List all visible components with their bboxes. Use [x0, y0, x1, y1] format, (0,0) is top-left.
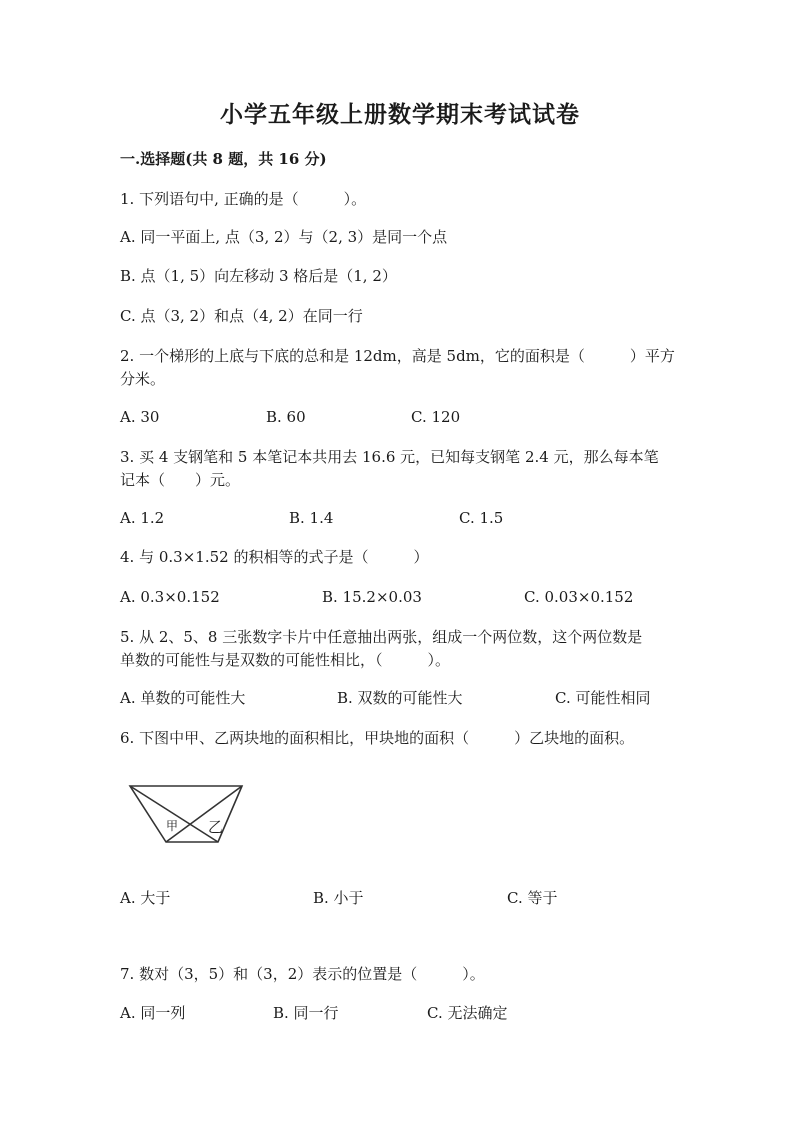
question-7-stem: 7. 数对（3，5）和（3，2）表示的位置是（ ）。 — [120, 965, 485, 983]
question-4-option-c[interactable]: C. 0.03×0.152 — [524, 588, 634, 606]
question-4-option-a[interactable]: A. 0.3×0.152 — [120, 588, 220, 606]
question-2-option-a[interactable]: A. 30 — [120, 408, 160, 426]
question-3-stem-line-1: 3. 买 4 支钢笔和 5 本笔记本共用去 16.6 元，已知每支钢笔 2.4 元，那么每本笔 — [120, 448, 659, 466]
question-6-stem: 6. 下图中甲、乙两块地的面积相比，甲块地的面积（ ）乙块地的面积。 — [120, 729, 635, 747]
question-7-option-c[interactable]: C. 无法确定 — [427, 1004, 508, 1022]
trapezoid-outline — [130, 786, 242, 842]
question-2-option-b[interactable]: B. 60 — [266, 408, 306, 426]
question-5-option-c[interactable]: C. 可能性相同 — [555, 689, 651, 707]
question-3-option-a[interactable]: A. 1.2 — [120, 509, 165, 527]
question-1-option-a[interactable]: A. 同一平面上, 点（3, 2）与（2, 3）是同一个点 — [120, 228, 448, 246]
exam-title: 小学五年级上册数学期末考试试卷 — [220, 101, 580, 128]
question-6-option-a[interactable]: A. 大于 — [120, 889, 171, 907]
question-7-option-b[interactable]: B. 同一行 — [273, 1004, 339, 1022]
question-2-option-c[interactable]: C. 120 — [411, 408, 461, 426]
section-heading: 一.选择题(共 8 题，共 16 分) — [120, 150, 327, 168]
question-3-stem-line-2: 记本（ ）元。 — [120, 471, 241, 489]
question-4-stem: 4. 与 0.3×1.52 的积相等的式子是（ ） — [120, 548, 429, 566]
question-7-option-a[interactable]: A. 同一列 — [120, 1004, 186, 1022]
question-6-option-c[interactable]: C. 等于 — [507, 889, 558, 907]
question-5-option-b[interactable]: B. 双数的可能性大 — [337, 689, 463, 707]
question-2-stem-line-1: 2. 一个梯形的上底与下底的总和是 12dm，高是 5dm，它的面积是（ ）平方 — [120, 347, 675, 365]
question-1-option-b[interactable]: B. 点（1, 5）向左移动 3 格后是（1, 2） — [120, 267, 397, 285]
question-1-stem: 1. 下列语句中, 正确的是（ ）。 — [120, 190, 367, 208]
label-jia: 甲 — [166, 819, 179, 833]
question-3-option-b[interactable]: B. 1.4 — [289, 509, 334, 527]
question-5-stem-line-2: 单数的可能性与是双数的可能性相比，（ ）。 — [120, 651, 451, 669]
question-5-option-a[interactable]: A. 单数的可能性大 — [120, 689, 246, 707]
question-6-option-b[interactable]: B. 小于 — [313, 889, 364, 907]
question-2-stem-line-2: 分米。 — [120, 370, 166, 388]
question-1-option-c[interactable]: C. 点（3, 2）和点（4, 2）在同一行 — [120, 307, 363, 325]
question-5-stem-line-1: 5. 从 2、5、8 三张数字卡片中任意抽出两张，组成一个两位数，这个两位数是 — [120, 628, 643, 646]
question-3-option-c[interactable]: C. 1.5 — [459, 509, 504, 527]
trapezoid-figure — [128, 782, 244, 846]
question-4-option-b[interactable]: B. 15.2×0.03 — [322, 588, 422, 606]
label-yi: 乙 — [208, 818, 224, 836]
